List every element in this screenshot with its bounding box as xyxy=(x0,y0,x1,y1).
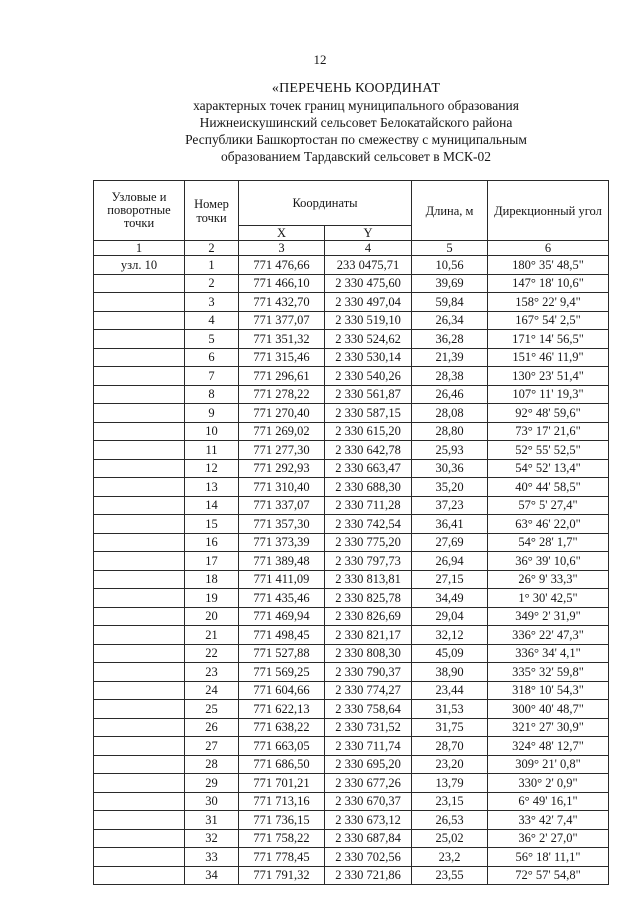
table-row xyxy=(94,256,609,275)
cell-nodal-point xyxy=(94,293,185,312)
cell-nodal-point xyxy=(94,718,185,737)
cell-x: 771 432,70 xyxy=(239,293,325,312)
cell-direction-angle: 6° 49' 16,1" xyxy=(488,792,609,811)
cell-length: 28,08 xyxy=(412,404,488,423)
table-row xyxy=(94,589,609,608)
cell-point-number: 23 xyxy=(185,663,239,682)
cell-length: 27,69 xyxy=(412,533,488,552)
cell-point-number: 5 xyxy=(185,330,239,349)
cell-y: 2 330 711,74 xyxy=(325,737,412,756)
cell-length: 29,04 xyxy=(412,607,488,626)
column-number: 3 xyxy=(239,241,325,256)
cell-x: 771 411,09 xyxy=(239,570,325,589)
cell-y: 2 330 519,10 xyxy=(325,311,412,330)
cell-point-number: 29 xyxy=(185,774,239,793)
cell-direction-angle: 349° 2' 31,9" xyxy=(488,607,609,626)
cell-point-number: 14 xyxy=(185,496,239,515)
cell-direction-angle: 336° 22' 47,3" xyxy=(488,626,609,645)
cell-x: 771 337,07 xyxy=(239,496,325,515)
table-row xyxy=(94,663,609,682)
cell-direction-angle: 26° 9' 33,3" xyxy=(488,570,609,589)
cell-y: 2 330 673,12 xyxy=(325,811,412,830)
table-row xyxy=(94,496,609,515)
cell-length: 59,84 xyxy=(412,293,488,312)
cell-x: 771 686,50 xyxy=(239,755,325,774)
cell-point-number: 18 xyxy=(185,570,239,589)
cell-length: 28,38 xyxy=(412,367,488,386)
cell-nodal-point: узл. 10 xyxy=(94,256,185,275)
table-row xyxy=(94,478,609,497)
cell-x: 771 357,30 xyxy=(239,515,325,534)
cell-x: 771 466,10 xyxy=(239,274,325,293)
cell-y: 2 330 687,84 xyxy=(325,829,412,848)
cell-y: 2 330 663,47 xyxy=(325,459,412,478)
cell-direction-angle: 300° 40' 48,7" xyxy=(488,700,609,719)
cell-y: 2 330 775,20 xyxy=(325,533,412,552)
cell-x: 771 778,45 xyxy=(239,848,325,867)
cell-nodal-point xyxy=(94,700,185,719)
cell-y: 2 330 742,54 xyxy=(325,515,412,534)
cell-y: 2 330 688,30 xyxy=(325,478,412,497)
cell-y: 2 330 695,20 xyxy=(325,755,412,774)
cell-y: 2 330 774,27 xyxy=(325,681,412,700)
cell-nodal-point xyxy=(94,626,185,645)
document-title xyxy=(0,80,640,165)
cell-x: 771 351,32 xyxy=(239,330,325,349)
cell-point-number: 19 xyxy=(185,589,239,608)
cell-point-number: 20 xyxy=(185,607,239,626)
page-number: 12 xyxy=(313,52,327,67)
cell-nodal-point xyxy=(94,755,185,774)
cell-nodal-point xyxy=(94,478,185,497)
cell-x: 771 469,94 xyxy=(239,607,325,626)
cell-nodal-point xyxy=(94,774,185,793)
cell-direction-angle: 73° 17' 21,6" xyxy=(488,422,609,441)
cell-length: 35,20 xyxy=(412,478,488,497)
cell-nodal-point xyxy=(94,570,185,589)
table-row xyxy=(94,700,609,719)
cell-x: 771 278,22 xyxy=(239,385,325,404)
cell-nodal-point xyxy=(94,681,185,700)
cell-nodal-point xyxy=(94,348,185,367)
table-row xyxy=(94,552,609,571)
cell-point-number: 30 xyxy=(185,792,239,811)
cell-x: 771 389,48 xyxy=(239,552,325,571)
cell-y: 2 330 826,69 xyxy=(325,607,412,626)
cell-direction-angle: 147° 18' 10,6" xyxy=(488,274,609,293)
table-row xyxy=(94,404,609,423)
cell-point-number: 26 xyxy=(185,718,239,737)
cell-point-number: 9 xyxy=(185,404,239,423)
title-line-1: «ПЕРЕЧЕНЬ КООРДИНАТ xyxy=(271,81,441,96)
cell-nodal-point xyxy=(94,496,185,515)
cell-point-number: 13 xyxy=(185,478,239,497)
table-row xyxy=(94,515,609,534)
coordinates-table xyxy=(93,180,609,885)
cell-y: 2 330 561,87 xyxy=(325,385,412,404)
cell-x: 771 476,66 xyxy=(239,256,325,275)
cell-x: 771 663,05 xyxy=(239,737,325,756)
cell-y: 2 330 825,78 xyxy=(325,589,412,608)
cell-point-number: 28 xyxy=(185,755,239,774)
cell-length: 30,36 xyxy=(412,459,488,478)
cell-point-number: 6 xyxy=(185,348,239,367)
cell-direction-angle: 130° 23' 51,4" xyxy=(488,367,609,386)
header-nodal-points: Узловые и поворотные точки xyxy=(94,181,185,241)
cell-direction-angle: 33° 42' 7,4" xyxy=(488,811,609,830)
cell-length: 28,70 xyxy=(412,737,488,756)
cell-x: 771 269,02 xyxy=(239,422,325,441)
cell-nodal-point xyxy=(94,515,185,534)
cell-direction-angle: 151° 46' 11,9" xyxy=(488,348,609,367)
cell-direction-angle: 335° 32' 59,8" xyxy=(488,663,609,682)
cell-x: 771 758,22 xyxy=(239,829,325,848)
cell-nodal-point xyxy=(94,311,185,330)
table-row xyxy=(94,626,609,645)
header-direction-angle: Дирекционный угол xyxy=(488,181,609,241)
table-row xyxy=(94,441,609,460)
cell-length: 26,94 xyxy=(412,552,488,571)
table-row xyxy=(94,737,609,756)
cell-direction-angle: 72° 57' 54,8" xyxy=(488,866,609,885)
cell-length: 23,44 xyxy=(412,681,488,700)
cell-x: 771 292,93 xyxy=(239,459,325,478)
cell-x: 771 296,61 xyxy=(239,367,325,386)
header-y: Y xyxy=(325,226,412,241)
cell-point-number: 32 xyxy=(185,829,239,848)
cell-direction-angle: 180° 35' 48,5" xyxy=(488,256,609,275)
cell-nodal-point xyxy=(94,404,185,423)
title-line-4: Республики Башкортостан по смежеству с муниципальным xyxy=(185,132,527,147)
cell-nodal-point xyxy=(94,829,185,848)
cell-nodal-point xyxy=(94,792,185,811)
cell-direction-angle: 57° 5' 27,4" xyxy=(488,496,609,515)
cell-point-number: 3 xyxy=(185,293,239,312)
cell-length: 34,49 xyxy=(412,589,488,608)
cell-direction-angle: 54° 28' 1,7" xyxy=(488,533,609,552)
cell-x: 771 377,07 xyxy=(239,311,325,330)
cell-y: 2 330 475,60 xyxy=(325,274,412,293)
cell-direction-angle: 324° 48' 12,7" xyxy=(488,737,609,756)
cell-nodal-point xyxy=(94,385,185,404)
cell-point-number: 2 xyxy=(185,274,239,293)
cell-length: 38,90 xyxy=(412,663,488,682)
cell-y: 2 330 497,04 xyxy=(325,293,412,312)
cell-direction-angle: 92° 48' 59,6" xyxy=(488,404,609,423)
cell-direction-angle: 318° 10' 54,3" xyxy=(488,681,609,700)
cell-length: 26,53 xyxy=(412,811,488,830)
cell-point-number: 11 xyxy=(185,441,239,460)
cell-x: 771 435,46 xyxy=(239,589,325,608)
cell-nodal-point xyxy=(94,737,185,756)
cell-length: 23,20 xyxy=(412,755,488,774)
column-number: 4 xyxy=(325,241,412,256)
cell-point-number: 16 xyxy=(185,533,239,552)
cell-point-number: 31 xyxy=(185,811,239,830)
cell-direction-angle: 158° 22' 9,4" xyxy=(488,293,609,312)
cell-direction-angle: 336° 34' 4,1" xyxy=(488,644,609,663)
cell-length: 36,41 xyxy=(412,515,488,534)
cell-length: 26,46 xyxy=(412,385,488,404)
cell-direction-angle: 330° 2' 0,9" xyxy=(488,774,609,793)
cell-nodal-point xyxy=(94,644,185,663)
cell-length: 31,53 xyxy=(412,700,488,719)
cell-x: 771 310,40 xyxy=(239,478,325,497)
cell-point-number: 10 xyxy=(185,422,239,441)
cell-nodal-point xyxy=(94,422,185,441)
cell-direction-angle: 63° 46' 22,0" xyxy=(488,515,609,534)
cell-x: 771 604,66 xyxy=(239,681,325,700)
cell-point-number: 25 xyxy=(185,700,239,719)
table-row xyxy=(94,792,609,811)
cell-point-number: 17 xyxy=(185,552,239,571)
cell-nodal-point xyxy=(94,330,185,349)
cell-x: 771 373,39 xyxy=(239,533,325,552)
cell-length: 25,93 xyxy=(412,441,488,460)
table-row xyxy=(94,348,609,367)
table-row xyxy=(94,755,609,774)
cell-length: 32,12 xyxy=(412,626,488,645)
cell-y: 233 0475,71 xyxy=(325,256,412,275)
table-row xyxy=(94,330,609,349)
cell-x: 771 791,32 xyxy=(239,866,325,885)
cell-point-number: 8 xyxy=(185,385,239,404)
column-number: 5 xyxy=(412,241,488,256)
table-row xyxy=(94,293,609,312)
table-body xyxy=(94,256,609,885)
cell-y: 2 330 813,81 xyxy=(325,570,412,589)
header-coordinates: Координаты xyxy=(239,181,412,226)
cell-length: 39,69 xyxy=(412,274,488,293)
table-row xyxy=(94,385,609,404)
cell-y: 2 330 721,86 xyxy=(325,866,412,885)
cell-direction-angle: 36° 2' 27,0" xyxy=(488,829,609,848)
cell-nodal-point xyxy=(94,866,185,885)
cell-length: 28,80 xyxy=(412,422,488,441)
cell-x: 771 701,21 xyxy=(239,774,325,793)
cell-point-number: 4 xyxy=(185,311,239,330)
column-number: 6 xyxy=(488,241,609,256)
cell-direction-angle: 40° 44' 58,5" xyxy=(488,478,609,497)
cell-point-number: 12 xyxy=(185,459,239,478)
table-row xyxy=(94,848,609,867)
cell-length: 25,02 xyxy=(412,829,488,848)
header-length: Длина, м xyxy=(412,181,488,241)
cell-length: 23,15 xyxy=(412,792,488,811)
cell-nodal-point xyxy=(94,533,185,552)
cell-length: 23,2 xyxy=(412,848,488,867)
cell-direction-angle: 321° 27' 30,9" xyxy=(488,718,609,737)
cell-y: 2 330 758,64 xyxy=(325,700,412,719)
cell-length: 37,23 xyxy=(412,496,488,515)
cell-point-number: 22 xyxy=(185,644,239,663)
cell-nodal-point xyxy=(94,607,185,626)
table-row xyxy=(94,718,609,737)
cell-nodal-point xyxy=(94,441,185,460)
header-point-number: Номер точки xyxy=(185,181,239,241)
cell-nodal-point xyxy=(94,811,185,830)
cell-y: 2 330 731,52 xyxy=(325,718,412,737)
table-row xyxy=(94,422,609,441)
cell-direction-angle: 56° 18' 11,1" xyxy=(488,848,609,867)
cell-direction-angle: 52° 55' 52,5" xyxy=(488,441,609,460)
cell-x: 771 270,40 xyxy=(239,404,325,423)
cell-nodal-point xyxy=(94,589,185,608)
cell-point-number: 1 xyxy=(185,256,239,275)
column-number: 2 xyxy=(185,241,239,256)
cell-length: 45,09 xyxy=(412,644,488,663)
cell-x: 771 498,45 xyxy=(239,626,325,645)
cell-nodal-point xyxy=(94,663,185,682)
title-line-5: образованием Тардавский сельсовет в МСК-02 xyxy=(220,149,492,164)
cell-length: 27,15 xyxy=(412,570,488,589)
cell-direction-angle: 1° 30' 42,5" xyxy=(488,589,609,608)
header-x: X xyxy=(239,226,325,241)
cell-x: 771 569,25 xyxy=(239,663,325,682)
cell-x: 771 736,15 xyxy=(239,811,325,830)
table-row xyxy=(94,681,609,700)
table-row xyxy=(94,570,609,589)
cell-y: 2 330 677,26 xyxy=(325,774,412,793)
cell-x: 771 527,88 xyxy=(239,644,325,663)
cell-length: 31,75 xyxy=(412,718,488,737)
table-row xyxy=(94,644,609,663)
cell-length: 13,79 xyxy=(412,774,488,793)
cell-x: 771 638,22 xyxy=(239,718,325,737)
cell-direction-angle: 107° 11' 19,3" xyxy=(488,385,609,404)
cell-y: 2 330 711,28 xyxy=(325,496,412,515)
cell-y: 2 330 615,20 xyxy=(325,422,412,441)
cell-length: 36,28 xyxy=(412,330,488,349)
cell-point-number: 7 xyxy=(185,367,239,386)
cell-y: 2 330 821,17 xyxy=(325,626,412,645)
cell-direction-angle: 309° 21' 0,8" xyxy=(488,755,609,774)
cell-point-number: 33 xyxy=(185,848,239,867)
cell-nodal-point xyxy=(94,367,185,386)
cell-x: 771 315,46 xyxy=(239,348,325,367)
cell-point-number: 27 xyxy=(185,737,239,756)
cell-point-number: 24 xyxy=(185,681,239,700)
title-line-3: Нижнеискушинский сельсовет Белокатайского района xyxy=(199,115,513,130)
title-line-2: характерных точек границ муниципального образования xyxy=(193,98,519,113)
cell-length: 26,34 xyxy=(412,311,488,330)
cell-y: 2 330 524,62 xyxy=(325,330,412,349)
cell-y: 2 330 808,30 xyxy=(325,644,412,663)
cell-x: 771 277,30 xyxy=(239,441,325,460)
column-number: 1 xyxy=(94,241,185,256)
cell-point-number: 21 xyxy=(185,626,239,645)
table-row xyxy=(94,829,609,848)
table-row xyxy=(94,866,609,885)
cell-y: 2 330 670,37 xyxy=(325,792,412,811)
cell-length: 21,39 xyxy=(412,348,488,367)
cell-y: 2 330 642,78 xyxy=(325,441,412,460)
cell-nodal-point xyxy=(94,848,185,867)
cell-nodal-point xyxy=(94,459,185,478)
cell-x: 771 622,13 xyxy=(239,700,325,719)
table-row xyxy=(94,533,609,552)
cell-y: 2 330 587,15 xyxy=(325,404,412,423)
cell-direction-angle: 167° 54' 2,5" xyxy=(488,311,609,330)
cell-nodal-point xyxy=(94,552,185,571)
cell-y: 2 330 790,37 xyxy=(325,663,412,682)
cell-y: 2 330 530,14 xyxy=(325,348,412,367)
cell-direction-angle: 171° 14' 56,5" xyxy=(488,330,609,349)
cell-y: 2 330 702,56 xyxy=(325,848,412,867)
table-row xyxy=(94,311,609,330)
cell-length: 10,56 xyxy=(412,256,488,275)
table-row xyxy=(94,607,609,626)
cell-y: 2 330 540,26 xyxy=(325,367,412,386)
cell-direction-angle: 54° 52' 13,4" xyxy=(488,459,609,478)
cell-y: 2 330 797,73 xyxy=(325,552,412,571)
cell-length: 23,55 xyxy=(412,866,488,885)
cell-x: 771 713,16 xyxy=(239,792,325,811)
table-row xyxy=(94,459,609,478)
table-row xyxy=(94,274,609,293)
cell-point-number: 15 xyxy=(185,515,239,534)
table-row xyxy=(94,811,609,830)
cell-point-number: 34 xyxy=(185,866,239,885)
table-row xyxy=(94,774,609,793)
cell-nodal-point xyxy=(94,274,185,293)
cell-direction-angle: 36° 39' 10,6" xyxy=(488,552,609,571)
table-row xyxy=(94,367,609,386)
